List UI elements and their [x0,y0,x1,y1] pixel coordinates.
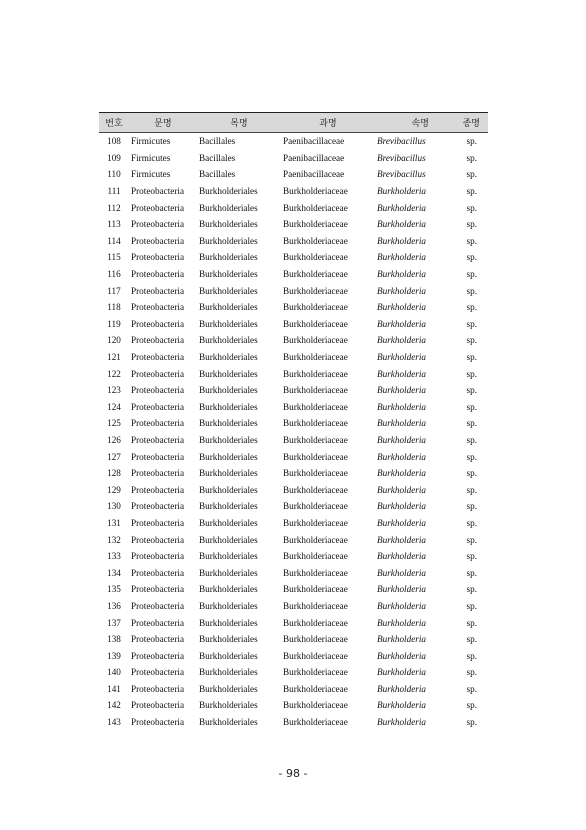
cell-number: 132 [107,534,121,545]
cell-genus: Burkholderia [377,401,426,412]
cell-genus: Burkholderia [377,252,426,263]
cell-order: Burkholderiales [199,186,258,197]
cell-number: 111 [107,186,121,197]
cell-phylum: Proteobacteria [131,451,185,462]
table-row [99,133,488,150]
table-row [99,448,488,465]
cell-species: sp. [466,717,477,728]
cell-number: 113 [107,219,121,230]
cell-genus: Burkholderia [377,202,426,213]
page-number: - 98 - [278,767,308,780]
cell-phylum: Proteobacteria [131,302,185,313]
table-row [99,415,488,432]
cell-genus: Burkholderia [377,468,426,479]
cell-genus: Burkholderia [377,434,426,445]
cell-number: 131 [107,517,121,528]
cell-phylum: Proteobacteria [131,219,185,230]
cell-phylum: Proteobacteria [131,352,185,363]
cell-number: 123 [107,385,121,396]
cell-order: Burkholderiales [199,617,258,628]
cell-genus: Brevibacillus [377,169,426,180]
table-row [99,681,488,698]
cell-number: 137 [107,617,121,628]
cell-phylum: Proteobacteria [131,517,185,528]
cell-order: Burkholderiales [199,252,258,263]
cell-phylum: Proteobacteria [131,318,185,329]
table-row [99,166,488,183]
cell-genus: Burkholderia [377,650,426,661]
table-row [99,216,488,233]
cell-genus: Burkholderia [377,551,426,562]
cell-phylum: Proteobacteria [131,617,185,628]
cell-phylum: Firmicutes [131,169,171,180]
cell-number: 120 [107,335,121,346]
cell-order: Burkholderiales [199,484,258,495]
cell-family: Burkholderiaceae [283,385,348,396]
cell-phylum: Proteobacteria [131,418,185,429]
cell-family: Burkholderiaceae [283,584,348,595]
cell-species: sp. [466,567,477,578]
cell-number: 143 [107,717,121,728]
cell-family: Burkholderiaceae [283,235,348,246]
cell-order: Burkholderiales [199,534,258,545]
cell-order: Burkholderiales [199,352,258,363]
cell-number: 133 [107,551,121,562]
cell-family: Burkholderiaceae [283,269,348,280]
cell-phylum: Proteobacteria [131,235,185,246]
cell-genus: Burkholderia [377,418,426,429]
cell-family: Paenibacillaceae [283,152,345,163]
cell-phylum: Proteobacteria [131,667,185,678]
cell-order: Burkholderiales [199,451,258,462]
cell-species: sp. [466,285,477,296]
cell-family: Burkholderiaceae [283,302,348,313]
cell-family: Burkholderiaceae [283,634,348,645]
table-row [99,664,488,681]
cell-species: sp. [466,534,477,545]
cell-genus: Burkholderia [377,517,426,528]
cell-family: Burkholderiaceae [283,700,348,711]
cell-family: Burkholderiaceae [283,335,348,346]
table-row [99,282,488,299]
cell-genus: Burkholderia [377,186,426,197]
cell-number: 122 [107,368,121,379]
cell-genus: Burkholderia [377,484,426,495]
table-row [99,714,488,731]
cell-phylum: Firmicutes [131,152,171,163]
cell-family: Burkholderiaceae [283,683,348,694]
cell-phylum: Proteobacteria [131,567,185,578]
cell-genus: Burkholderia [377,667,426,678]
cell-species: sp. [466,617,477,628]
cell-species: sp. [466,667,477,678]
cell-family: Paenibacillaceae [283,136,345,147]
cell-order: Burkholderiales [199,551,258,562]
cell-order: Burkholderiales [199,202,258,213]
cell-genus: Burkholderia [377,302,426,313]
cell-family: Burkholderiaceae [283,434,348,445]
cell-family: Burkholderiaceae [283,401,348,412]
table-row [99,465,488,482]
cell-phylum: Proteobacteria [131,285,185,296]
cell-genus: Burkholderia [377,219,426,230]
cell-number: 118 [107,302,121,313]
cell-species: sp. [466,302,477,313]
cell-phylum: Proteobacteria [131,634,185,645]
cell-number: 140 [107,667,121,678]
cell-number: 139 [107,650,121,661]
cell-species: sp. [466,501,477,512]
table-header-row [99,113,488,133]
cell-phylum: Proteobacteria [131,468,185,479]
cell-number: 124 [107,401,121,412]
cell-genus: Burkholderia [377,269,426,280]
cell-number: 108 [107,136,121,147]
cell-number: 114 [107,235,121,246]
cell-family: Burkholderiaceae [283,567,348,578]
table-row [99,399,488,416]
cell-order: Burkholderiales [199,401,258,412]
cell-family: Burkholderiaceae [283,484,348,495]
cell-phylum: Proteobacteria [131,335,185,346]
header-phylum: 문명 [129,113,197,133]
cell-number: 136 [107,600,121,611]
taxonomy-table [99,112,488,730]
cell-species: sp. [466,352,477,363]
cell-phylum: Proteobacteria [131,584,185,595]
cell-family: Burkholderiaceae [283,285,348,296]
cell-number: 128 [107,468,121,479]
cell-order: Burkholderiales [199,285,258,296]
cell-family: Burkholderiaceae [283,219,348,230]
cell-phylum: Proteobacteria [131,434,185,445]
cell-species: sp. [466,700,477,711]
cell-order: Burkholderiales [199,418,258,429]
cell-order: Burkholderiales [199,368,258,379]
table-row [99,150,488,167]
cell-genus: Burkholderia [377,683,426,694]
cell-number: 135 [107,584,121,595]
cell-species: sp. [466,634,477,645]
cell-family: Burkholderiaceae [283,352,348,363]
cell-number: 129 [107,484,121,495]
cell-family: Burkholderiaceae [283,368,348,379]
cell-genus: Burkholderia [377,634,426,645]
cell-species: sp. [466,136,477,147]
cell-number: 141 [107,683,121,694]
cell-number: 125 [107,418,121,429]
cell-species: sp. [466,252,477,263]
table-row [99,548,488,565]
table-row [99,233,488,250]
table-row [99,498,488,515]
cell-order: Burkholderiales [199,567,258,578]
cell-phylum: Proteobacteria [131,534,185,545]
cell-genus: Burkholderia [377,285,426,296]
cell-genus: Brevibacillus [377,136,426,147]
cell-genus: Burkholderia [377,617,426,628]
cell-family: Burkholderiaceae [283,667,348,678]
cell-genus: Burkholderia [377,451,426,462]
cell-number: 119 [107,318,121,329]
cell-number: 130 [107,501,121,512]
cell-species: sp. [466,335,477,346]
table-row [99,183,488,200]
cell-phylum: Proteobacteria [131,202,185,213]
cell-order: Bacillales [199,136,236,147]
cell-order: Burkholderiales [199,700,258,711]
cell-order: Burkholderiales [199,600,258,611]
table-body [99,133,488,731]
cell-species: sp. [466,683,477,694]
cell-species: sp. [466,401,477,412]
cell-genus: Burkholderia [377,501,426,512]
cell-family: Burkholderiaceae [283,600,348,611]
cell-order: Burkholderiales [199,501,258,512]
cell-species: sp. [466,484,477,495]
cell-number: 116 [107,269,121,280]
cell-genus: Burkholderia [377,385,426,396]
cell-order: Burkholderiales [199,468,258,479]
cell-family: Burkholderiaceae [283,451,348,462]
cell-family: Burkholderiaceae [283,318,348,329]
cell-phylum: Proteobacteria [131,186,185,197]
cell-number: 110 [107,169,121,180]
cell-phylum: Proteobacteria [131,600,185,611]
cell-number: 126 [107,434,121,445]
cell-species: sp. [466,551,477,562]
cell-genus: Burkholderia [377,368,426,379]
cell-order: Bacillales [199,169,236,180]
cell-family: Burkholderiaceae [283,551,348,562]
cell-phylum: Proteobacteria [131,401,185,412]
cell-order: Burkholderiales [199,269,258,280]
cell-order: Burkholderiales [199,517,258,528]
cell-phylum: Proteobacteria [131,368,185,379]
cell-phylum: Proteobacteria [131,252,185,263]
table-row [99,515,488,532]
header-order: 목명 [197,113,281,133]
cell-genus: Burkholderia [377,600,426,611]
cell-order: Burkholderiales [199,235,258,246]
cell-number: 121 [107,352,121,363]
cell-genus: Burkholderia [377,352,426,363]
cell-family: Burkholderiaceae [283,617,348,628]
cell-species: sp. [466,219,477,230]
cell-phylum: Proteobacteria [131,385,185,396]
cell-family: Burkholderiaceae [283,202,348,213]
cell-species: sp. [466,451,477,462]
cell-species: sp. [466,434,477,445]
cell-genus: Burkholderia [377,700,426,711]
cell-order: Burkholderiales [199,584,258,595]
cell-genus: Brevibacillus [377,152,426,163]
cell-species: sp. [466,235,477,246]
cell-species: sp. [466,650,477,661]
table-row [99,332,488,349]
header-number: 번호 [99,113,129,133]
cell-species: sp. [466,368,477,379]
cell-family: Paenibacillaceae [283,169,345,180]
cell-genus: Burkholderia [377,584,426,595]
header-species: 종명 [445,113,488,133]
cell-order: Burkholderiales [199,650,258,661]
cell-phylum: Proteobacteria [131,683,185,694]
cell-species: sp. [466,269,477,280]
table-row [99,481,488,498]
cell-family: Burkholderiaceae [283,517,348,528]
table-row [99,349,488,366]
cell-genus: Burkholderia [377,567,426,578]
table-row [99,564,488,581]
table-row [99,581,488,598]
cell-number: 127 [107,451,121,462]
cell-number: 109 [107,152,121,163]
cell-genus: Burkholderia [377,235,426,246]
cell-number: 138 [107,634,121,645]
cell-species: sp. [466,517,477,528]
cell-order: Burkholderiales [199,634,258,645]
cell-order: Burkholderiales [199,434,258,445]
cell-phylum: Proteobacteria [131,501,185,512]
cell-family: Burkholderiaceae [283,418,348,429]
cell-family: Burkholderiaceae [283,468,348,479]
cell-number: 142 [107,700,121,711]
cell-species: sp. [466,584,477,595]
cell-order: Burkholderiales [199,318,258,329]
cell-species: sp. [466,202,477,213]
cell-order: Burkholderiales [199,385,258,396]
cell-phylum: Proteobacteria [131,269,185,280]
table-row [99,316,488,333]
cell-family: Burkholderiaceae [283,501,348,512]
table-row [99,432,488,449]
table-row [99,299,488,316]
table-row [99,365,488,382]
cell-order: Burkholderiales [199,335,258,346]
cell-family: Burkholderiaceae [283,186,348,197]
cell-species: sp. [466,600,477,611]
cell-order: Burkholderiales [199,219,258,230]
cell-species: sp. [466,418,477,429]
cell-number: 115 [107,252,121,263]
cell-genus: Burkholderia [377,335,426,346]
cell-genus: Burkholderia [377,534,426,545]
cell-genus: Burkholderia [377,318,426,329]
table-row [99,382,488,399]
cell-order: Burkholderiales [199,717,258,728]
cell-species: sp. [466,186,477,197]
table-row [99,199,488,216]
cell-number: 117 [107,285,121,296]
cell-number: 134 [107,567,121,578]
table-row [99,598,488,615]
cell-order: Bacillales [199,152,236,163]
cell-order: Burkholderiales [199,302,258,313]
cell-species: sp. [466,468,477,479]
table-row [99,697,488,714]
cell-family: Burkholderiaceae [283,534,348,545]
cell-species: sp. [466,169,477,180]
cell-phylum: Proteobacteria [131,717,185,728]
cell-phylum: Firmicutes [131,136,171,147]
cell-phylum: Proteobacteria [131,484,185,495]
cell-phylum: Proteobacteria [131,551,185,562]
cell-genus: Burkholderia [377,717,426,728]
header-family: 과명 [281,113,375,133]
cell-family: Burkholderiaceae [283,252,348,263]
table-row [99,266,488,283]
cell-family: Burkholderiaceae [283,717,348,728]
table-row [99,647,488,664]
header-genus: 속명 [375,113,445,133]
cell-species: sp. [466,152,477,163]
cell-number: 112 [107,202,121,213]
cell-phylum: Proteobacteria [131,700,185,711]
cell-family: Burkholderiaceae [283,650,348,661]
cell-species: sp. [466,318,477,329]
cell-species: sp. [466,385,477,396]
table-row [99,631,488,648]
table-row [99,249,488,266]
cell-phylum: Proteobacteria [131,650,185,661]
cell-order: Burkholderiales [199,683,258,694]
table-row [99,531,488,548]
table-row [99,614,488,631]
cell-order: Burkholderiales [199,667,258,678]
